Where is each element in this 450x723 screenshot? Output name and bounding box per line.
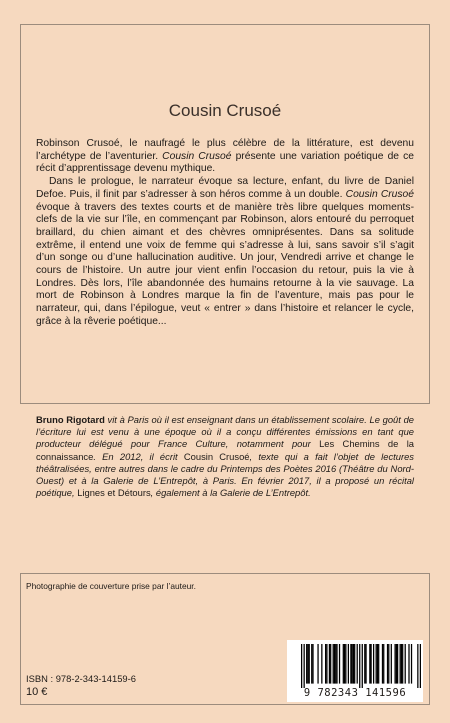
barcode-bar <box>377 644 378 684</box>
barcode-bar <box>326 644 327 684</box>
barcode-bar <box>348 644 349 684</box>
barcode-bar <box>352 644 353 684</box>
barcode-bar <box>388 644 389 684</box>
book-title-italic: Cousin Crusoé <box>162 150 232 162</box>
barcode-bar <box>301 644 302 688</box>
barcode-bar <box>321 644 322 684</box>
barcode-bar <box>400 644 401 684</box>
barcode-bar <box>335 644 336 684</box>
barcode-bar <box>364 644 365 684</box>
barcode-bar <box>344 644 345 684</box>
barcode-bar <box>365 644 366 684</box>
barcode-bar <box>391 644 392 684</box>
barcode-bar <box>357 644 358 684</box>
barcode-bar <box>339 644 340 684</box>
barcode-bar <box>402 644 403 684</box>
barcode-area <box>287 640 423 702</box>
barcode-bar <box>411 644 412 684</box>
barcode-bar <box>304 644 305 688</box>
barcode-bar <box>394 644 395 684</box>
synopsis-paragraph-1: Robinson Crusoé, le naufragé le plus célèbre de la littérature, est devenu l’archétype de l’aventurier. Cousin Crusoé présente une variation poétique de ce récit d’apprentissage devenu mythique. <box>36 138 414 175</box>
barcode-bar <box>387 644 388 684</box>
barcode-bar <box>420 644 421 688</box>
barcode-bar <box>325 644 326 684</box>
barcode-bar <box>408 644 409 684</box>
barcode-bar <box>312 644 313 684</box>
synopsis <box>36 138 414 329</box>
barcode-bar <box>330 644 331 684</box>
barcode-bar <box>329 644 330 684</box>
barcode-bar <box>382 644 383 684</box>
barcode-bar <box>336 644 337 684</box>
barcode-bar <box>362 644 363 688</box>
barcode-bar <box>373 644 374 684</box>
barcode-bar <box>401 644 402 684</box>
barcode-bar <box>405 644 406 684</box>
price: 10 € <box>26 686 48 698</box>
author-name: Bruno Rigotard <box>36 414 105 425</box>
barcode-bar <box>383 644 384 684</box>
barcode-bar <box>396 644 397 684</box>
book-title: Cousin Crusoé <box>168 101 282 120</box>
barcode-bar <box>378 644 379 684</box>
barcode-bar <box>397 644 398 684</box>
barcode-bar <box>334 644 335 684</box>
barcode-bar <box>350 644 351 684</box>
barcode-bar <box>359 644 360 688</box>
barcode-bar <box>376 644 377 684</box>
barcode-bar <box>306 644 307 684</box>
barcode-bar <box>309 644 310 684</box>
barcode-bar <box>307 644 308 684</box>
barcode-bar <box>333 644 334 684</box>
barcode-bar <box>354 644 355 684</box>
barcode-bar <box>369 644 370 684</box>
synopsis-paragraph-2: Dans le prologue, le narrateur évoque sa lecture, enfant, du livre de Daniel Defoe. Puis, il finit par s’adresser à son héros comme à un double. Cousin Crusoé évoque à travers des textes courts et de manière très libre quelques moments-clefs de la vie sur l’île, en commençant par Robinson, alors entouré du perroquet braillard, du chien aimant et des chèvres omniprésentes. Dans sa solitude extrême, il entend une voix de femme qui s’adresse à lui, sans savoir s’il s’agit d’un songe ou d’une hallucination auditive. Un jour, Vendredi arrive et change le cours de l’histoire. Un autre jour vient enfin l’occasion du retour, puis la vie à Londres. Dès lors, l’île abandonnée des humains retourne à la vie sauvage. La mort de Robinson à Londres marque la fin de l’aventure, mais pas pour le narrateur, qui, dans l’épilogue, veut « entrer » dans l’histoire et relancer le cycle, grâce à la rêverie poétique... <box>36 176 415 327</box>
barcode-icon <box>301 644 421 688</box>
book-title-italic: Cousin Crusoé <box>345 188 415 200</box>
barcode-bar <box>345 644 346 684</box>
author-bio: Bruno Rigotard vit à Paris où il est enseignant dans un établissement scolaire. Le goût de l’écriture lui est venu à une époque où il a conçu différentes émissions en tant que producteur délégué pour France Culture, notamment pour Les Chemins de la connaissance. En 2012, il écrit Cousin Crusoé, texte qui a fait l’objet de lectures théâtralisées, entre autres dans le cadre du Printemps des Poètes 2016 (Théâtre du Nord-Ouest) et à la Galerie de L’Entrepôt, à Paris. En février 2017, il a proposé un récital poétique, Lignes et Détours, également à la Galerie de L’Entrepôt. <box>36 414 414 499</box>
barcode-bar <box>353 644 354 684</box>
barcode-bar <box>417 644 418 688</box>
barcode-bar <box>317 644 318 684</box>
isbn: ISBN : 978-2-343-14159-6 <box>26 673 136 684</box>
barcode-bar <box>311 644 312 684</box>
barcode-number: 9 782343 141596 <box>303 687 407 699</box>
photo-credit: Photographie de couverture prise par l’auteur. <box>26 581 196 591</box>
barcode-bar <box>370 644 371 684</box>
barcode-bar <box>343 644 344 684</box>
